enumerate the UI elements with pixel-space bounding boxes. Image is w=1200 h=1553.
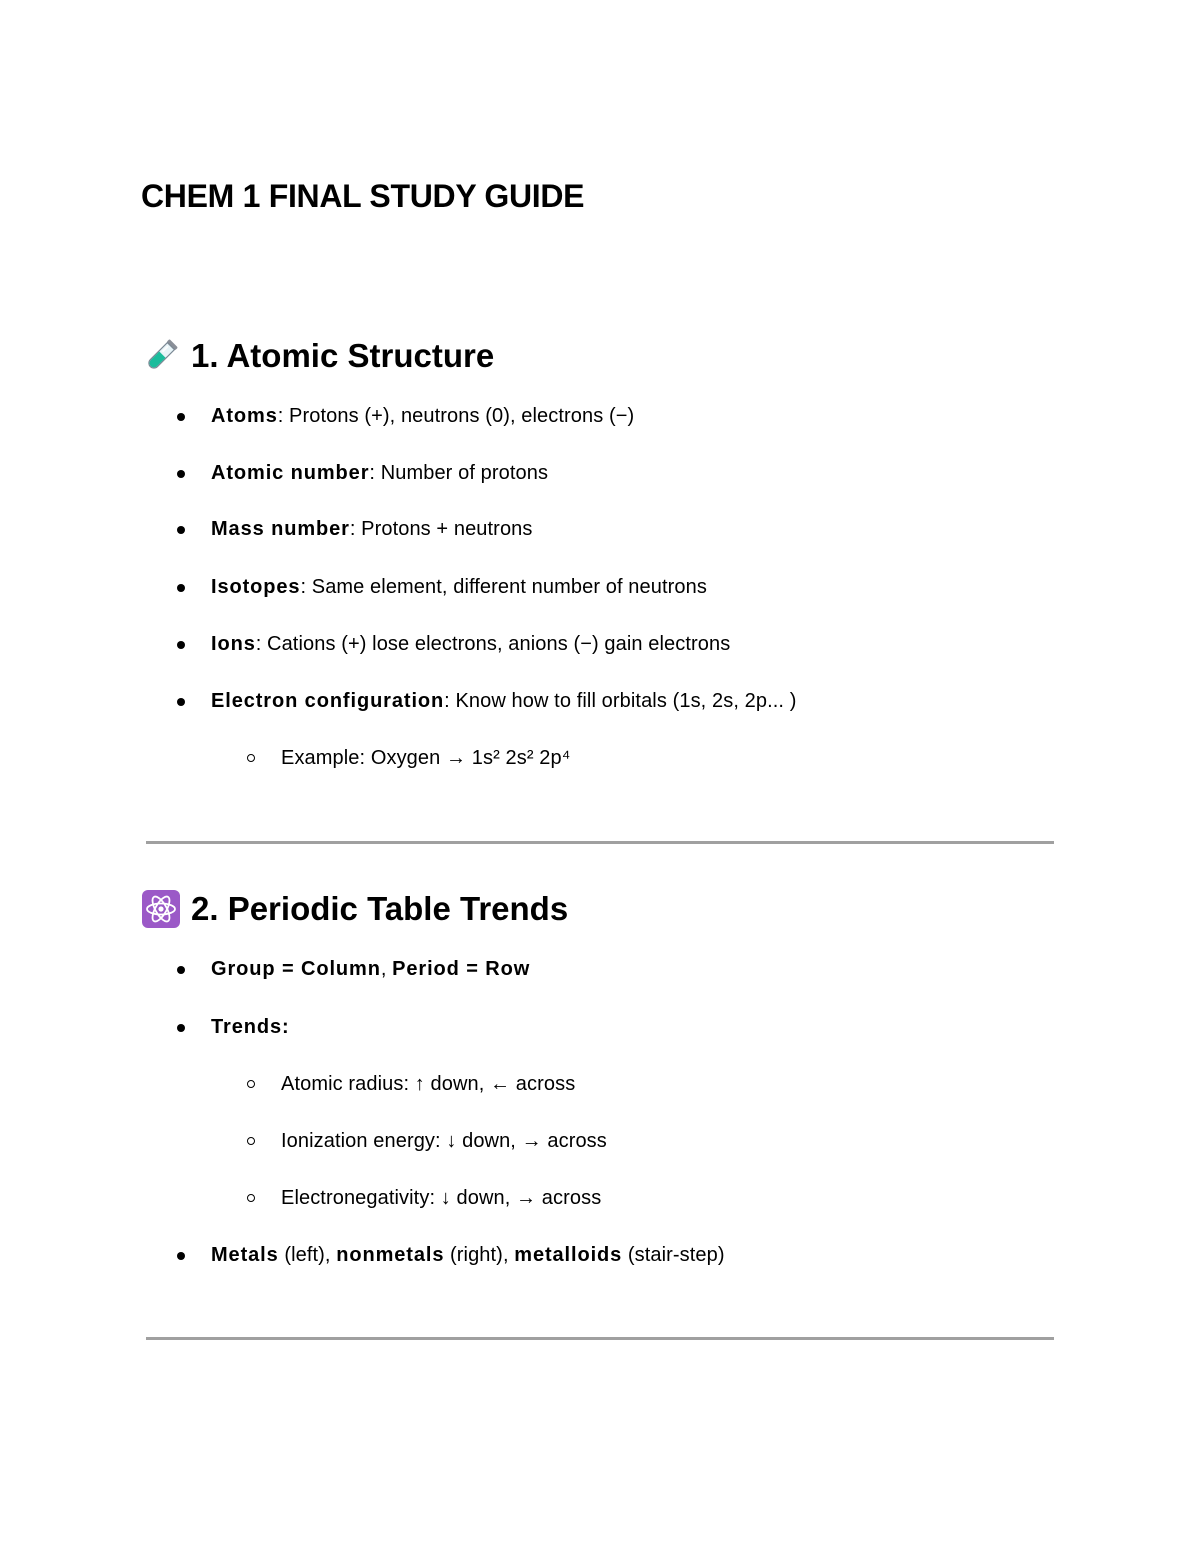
list-item bbox=[211, 403, 634, 429]
sub-item-text: Atomic radius: ↑ down, ← across bbox=[281, 1073, 576, 1095]
section-heading-text: 2. Periodic Table Trends bbox=[191, 890, 569, 927]
section-divider bbox=[146, 841, 1054, 844]
sub-item-text: Electronegativity: ↓ down, → across bbox=[281, 1187, 602, 1209]
bullet-icon bbox=[177, 470, 185, 478]
sub-list-item bbox=[281, 745, 570, 771]
section-heading-atomic-structure bbox=[141, 336, 494, 376]
plain-text: (left), bbox=[278, 1244, 337, 1266]
term: Atomic number bbox=[211, 462, 370, 484]
term: Mass number bbox=[211, 518, 350, 540]
definition: : Protons + neutrons bbox=[349, 518, 533, 540]
hollow-bullet-icon bbox=[247, 754, 255, 762]
term: Ions bbox=[211, 633, 256, 655]
term: Isotopes bbox=[211, 576, 301, 598]
plain-text: (right), bbox=[444, 1244, 515, 1266]
sub-list-item bbox=[281, 1185, 601, 1211]
term: nonmetals bbox=[336, 1244, 445, 1266]
list-item bbox=[211, 956, 530, 982]
bullet-icon bbox=[177, 1024, 185, 1032]
definition: : Cations (+) lose electrons, anions (−) gain electrons bbox=[255, 633, 731, 655]
section-heading-text: 1. Atomic Structure bbox=[191, 337, 495, 374]
list-item bbox=[211, 1014, 290, 1040]
document-title: CHEM 1 FINAL STUDY GUIDE bbox=[141, 178, 585, 214]
term: Trends: bbox=[211, 1016, 290, 1038]
sub-list-item bbox=[281, 1071, 575, 1097]
term: Metals bbox=[211, 1244, 279, 1266]
list-item bbox=[211, 688, 796, 714]
bullet-icon bbox=[177, 966, 185, 974]
term: Electron configuration bbox=[211, 690, 445, 712]
hollow-bullet-icon bbox=[247, 1137, 255, 1145]
term: Atoms bbox=[211, 405, 278, 427]
definition: : Same element, different number of neutrons bbox=[300, 576, 707, 598]
bullet-icon bbox=[177, 641, 185, 649]
bullet-icon bbox=[177, 1252, 185, 1260]
bullet-icon bbox=[177, 584, 185, 592]
hollow-bullet-icon bbox=[247, 1194, 255, 1202]
bullet-icon bbox=[177, 526, 185, 534]
definition: : Number of protons bbox=[369, 462, 549, 484]
definition: : Know how to fill orbitals (1s, 2s, 2p... ) bbox=[444, 690, 797, 712]
section-heading-periodic-trends bbox=[141, 889, 568, 929]
list-item bbox=[211, 574, 707, 600]
term: Group = Column bbox=[211, 958, 381, 980]
list-item bbox=[211, 516, 533, 542]
term: Period = Row bbox=[392, 958, 531, 980]
bullet-icon bbox=[177, 413, 185, 421]
section-divider bbox=[146, 1337, 1054, 1340]
atom-icon bbox=[141, 889, 181, 929]
sub-list-item bbox=[281, 1128, 607, 1154]
separator: , bbox=[380, 958, 393, 980]
test-tube-icon bbox=[141, 336, 181, 376]
bullet-icon bbox=[177, 698, 185, 706]
sub-item-text: Ionization energy: ↓ down, → across bbox=[281, 1130, 607, 1152]
definition: : Protons (+), neutrons (0), electrons (−) bbox=[277, 405, 635, 427]
plain-text: (stair-step) bbox=[622, 1244, 725, 1266]
list-item bbox=[211, 1242, 725, 1268]
list-item bbox=[211, 460, 548, 486]
term: metalloids bbox=[514, 1244, 623, 1266]
sub-item-text: Example: Oxygen → 1s² 2s² 2p⁴ bbox=[281, 747, 571, 769]
hollow-bullet-icon bbox=[247, 1080, 255, 1088]
list-item bbox=[211, 631, 730, 657]
